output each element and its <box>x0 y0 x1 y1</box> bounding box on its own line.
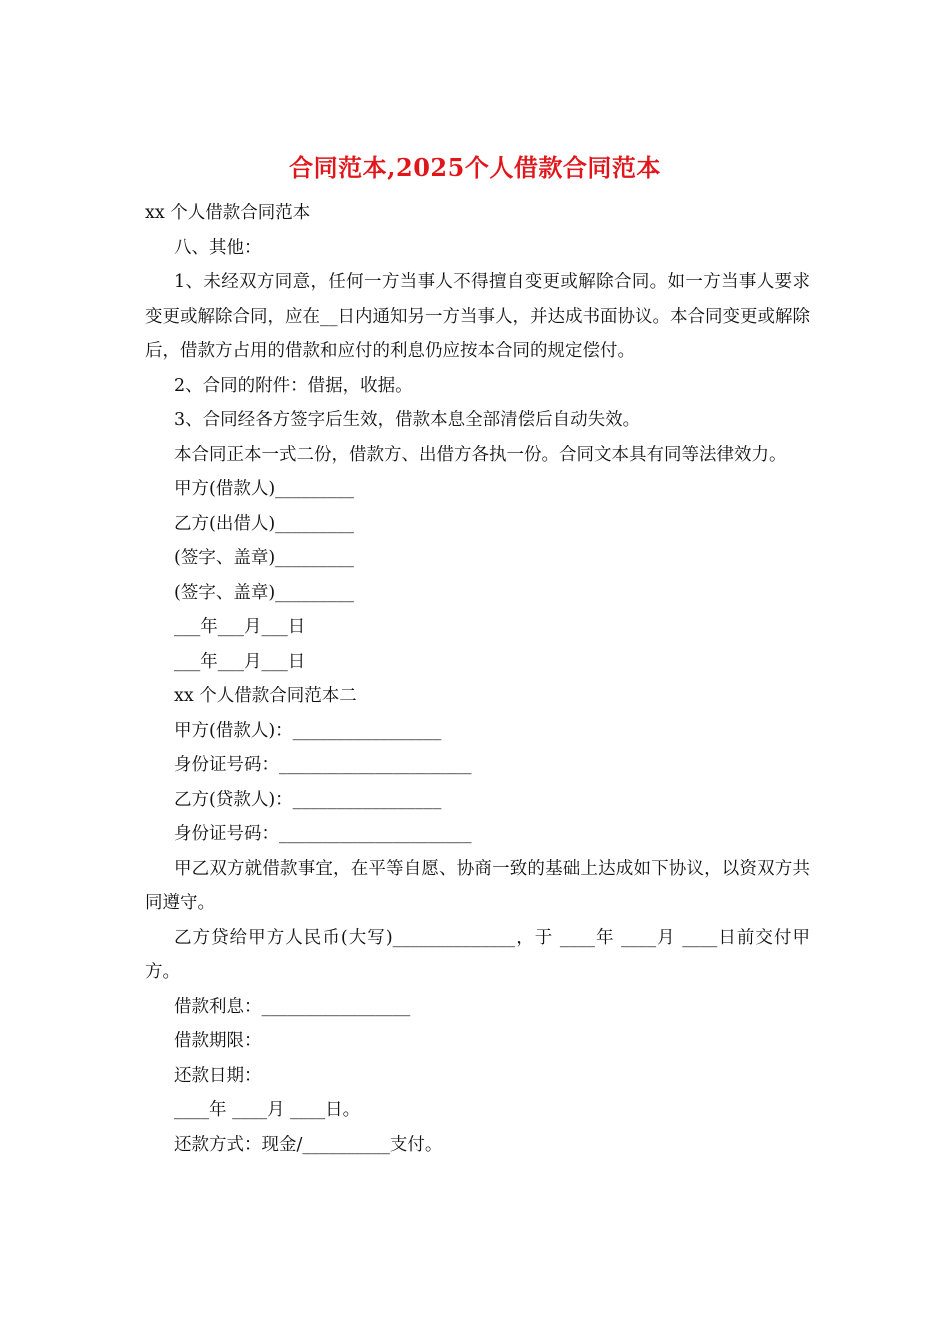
party-field: 甲方(借款人)：_________________ <box>174 720 442 741</box>
signature-line: (签字、盖章)_________ <box>174 548 354 568</box>
interest-field: 借款利息：_________________ <box>174 996 411 1017</box>
date-line: ___年___月___日 <box>174 617 306 637</box>
signature-line: (签字、盖章)_________ <box>174 582 354 603</box>
id-number-field: 身份证号码：______________________ <box>174 824 472 844</box>
party-field: 乙方(贷款人)：_________________ <box>174 789 442 810</box>
clause-paragraph: 本合同正本一式二份，借款方、出借方各执一份。合同文本具有同等法律效力。 <box>174 444 787 465</box>
term-field: 借款期限： <box>174 1031 262 1051</box>
section-heading: xx 个人借款合同范本二 <box>174 686 357 706</box>
clause-paragraph: 乙方贷给甲方人民币(大写)______________，于 ____年 ____月 ____日前交付甲方。 <box>145 927 810 982</box>
document-title: 合同范本,2025个人借款合同范本 <box>289 153 661 182</box>
section-heading: xx 个人借款合同范本 <box>145 203 311 223</box>
document-body <box>145 196 810 1162</box>
date-line: ____年 ____月 ____日。 <box>174 1100 361 1120</box>
repayment-method-field: 还款方式：现金/__________支付。 <box>174 1134 443 1155</box>
date-line: ___年___月___日 <box>174 651 306 672</box>
repayment-date-field: 还款日期： <box>174 1065 262 1086</box>
id-number-field: 身份证号码：______________________ <box>174 755 472 775</box>
clause-paragraph: 1、未经双方同意，任何一方当事人不得擅自变更或解除合同。如一方当事人要求变更或解除合同，应在__日内通知另一方当事人，并达成书面协议。本合同变更或解除后，借款方占用的借款和应付的利息仍应按本合同的规定偿付。 <box>145 272 810 361</box>
clause-paragraph: 3、合同经各方签字后生效，借款本息全部清偿后自动失效。 <box>174 410 641 430</box>
clause-paragraph: 2、合同的附件：借据，收据。 <box>174 375 413 396</box>
clause-heading: 八、其他： <box>174 237 262 258</box>
signature-line: 甲方(借款人)_________ <box>174 479 354 499</box>
clause-paragraph: 甲乙双方就借款事宜，在平等自愿、协商一致的基础上达成如下协议，以资双方共同遵守。 <box>145 858 810 913</box>
signature-line: 乙方(出借人)_________ <box>174 513 354 534</box>
